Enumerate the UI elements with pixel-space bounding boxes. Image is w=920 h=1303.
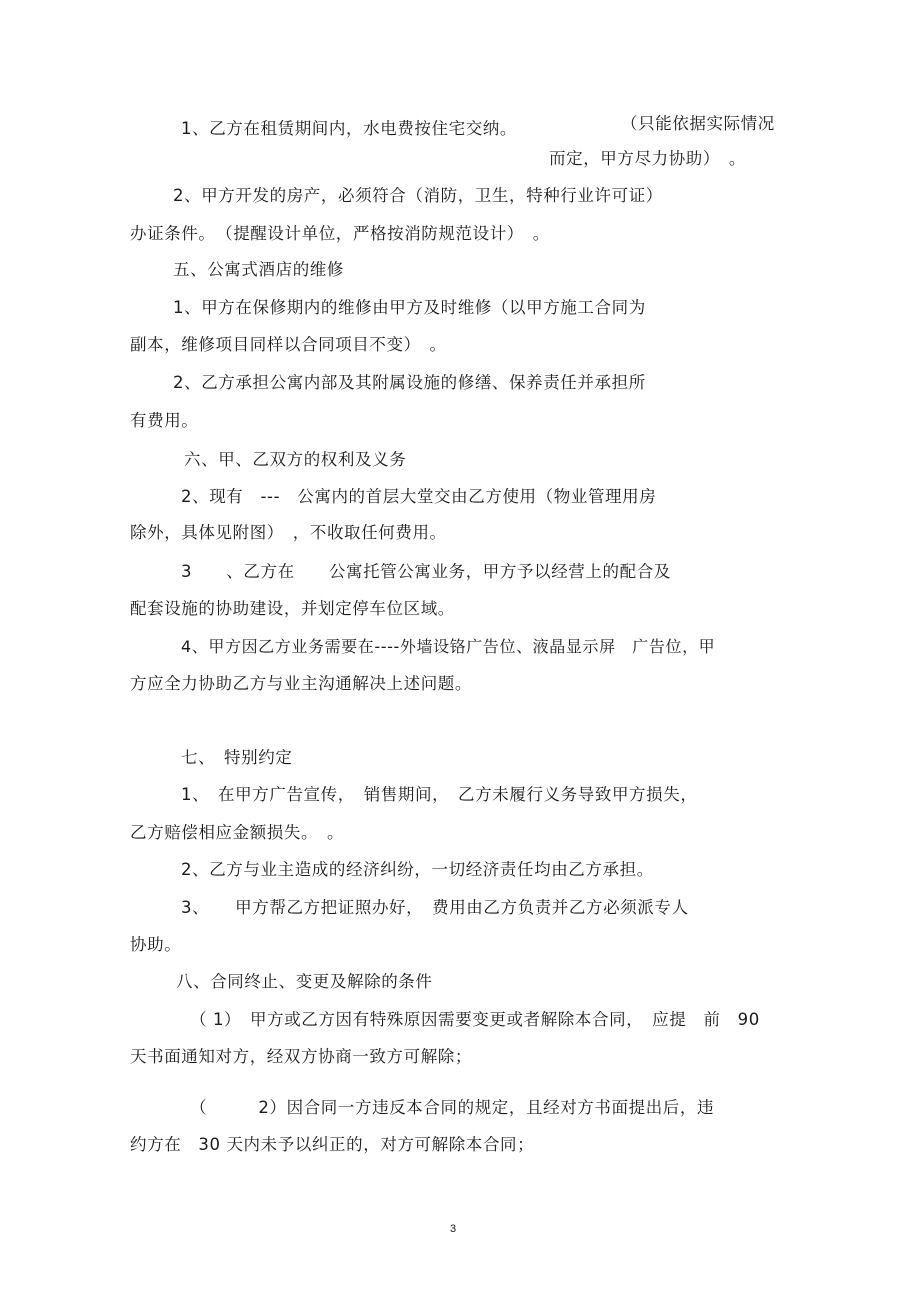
clause-7-item-3-line-2: 协助。 bbox=[130, 935, 182, 954]
clause-4-item-1-line-1: 1、乙方在租赁期间内，水电费按住宅交纳。 bbox=[181, 119, 517, 138]
clause-6-item-3-line-2: 配套设施的协助建设，并划定停车位区域。 bbox=[130, 599, 455, 618]
clause-6-item-3-line-1: 3 、乙方在 公寓托管公寓业务，甲方予以经营上的配合及 bbox=[181, 562, 671, 581]
clause-5-item-1-line-1: 1、甲方在保修期内的维修由甲方及时维修（以甲方施工合同为 bbox=[173, 298, 646, 317]
clause-5-item-2-line-1: 2、乙方承担公寓内部及其附属设施的修缮、保养责任并承担所 bbox=[173, 373, 646, 392]
section-7-heading: 七、 特别约定 bbox=[181, 748, 293, 767]
section-8-heading: 八、合同终止、变更及解除的条件 bbox=[176, 972, 433, 991]
clause-8-item-2-line-1: （ 2）因合同一方违反本合同的规定，且经对方书面提出后，违 bbox=[190, 1098, 715, 1117]
clause-7-item-3-line-1: 3、 甲方帮乙方把证照办好， 费用由乙方负责并乙方必须派专人 bbox=[181, 898, 689, 917]
clause-6-item-4-line-2: 方应全力协助乙方与业主沟通解决上述问题。 bbox=[130, 674, 472, 693]
section-6-heading: 六、甲、乙双方的权利及义务 bbox=[184, 450, 407, 469]
clause-5-item-1-line-2: 副本，维修项目同样以合同项目不变） 。 bbox=[130, 335, 447, 354]
clause-4-item-2-line-1: 2、甲方开发的房产，必须符合（消防，卫生，特种行业许可证） bbox=[173, 186, 663, 205]
clause-4-item-1-note-line-1: （只能依据实际情况 bbox=[621, 114, 775, 133]
clause-4-item-1-note-line-2: 而定，甲方尽力协助） 。 bbox=[549, 149, 746, 168]
clause-7-item-1-line-1: 1、 在甲方广告宣传， 销售期间， 乙方未履行义务导致甲方损失， bbox=[181, 785, 698, 804]
clause-7-item-2: 2、乙方与业主造成的经济纠纷，一切经济责任均由乙方承担。 bbox=[181, 860, 654, 879]
page-number: 3 bbox=[450, 1223, 457, 1235]
clause-8-item-1-line-2: 天书面通知对方，经双方协商一致方可解除； bbox=[130, 1047, 472, 1066]
clause-8-item-1-line-1: （ 1） 甲方或乙方因有特殊原因需要变更或者解除本合同， 应提 前 90 bbox=[190, 1010, 760, 1029]
section-5-heading: 五、公寓式酒店的维修 bbox=[173, 260, 344, 279]
clause-6-item-4-line-1: 4、甲方因乙方业务需要在----外墙设铬广告位、液晶显示屏 广告位，甲 bbox=[181, 637, 716, 656]
clause-4-item-2-line-2: 办证条件。 （提醒设计单位，严格按消防规范设计） 。 bbox=[130, 224, 550, 243]
clause-7-item-1-line-2: 乙方赔偿相应金额损失。 。 bbox=[130, 823, 345, 842]
clause-6-item-2-line-2: 除外，具体见附图） ，不收取任何费用。 bbox=[130, 523, 447, 542]
clause-8-item-2-line-2: 约方在 30 天内未予以纠正的，对方可解除本合同； bbox=[130, 1135, 535, 1154]
clause-5-item-2-line-2: 有费用。 bbox=[130, 411, 199, 430]
clause-6-item-2-line-1: 2、现有 --- 公寓内的首层大堂交由乙方使用（物业管理用房 bbox=[181, 487, 657, 506]
